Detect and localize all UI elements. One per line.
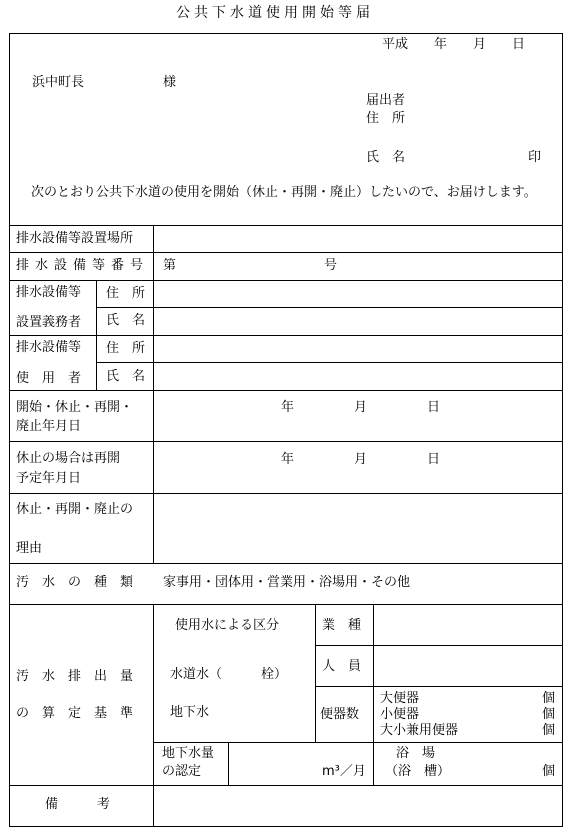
row-divider: [9, 441, 563, 442]
form-title: 公共下水道使用開始等届: [176, 5, 374, 21]
bath-label-2: （浴 槽）: [385, 764, 451, 779]
remarks-field[interactable]: [157, 789, 559, 822]
row-divider: [9, 335, 563, 336]
intro-text: 次のとおり公共下水道の使用を開始（休止・再開・廃止）したいので、お届けします。: [31, 185, 537, 200]
fixture-large-label: 大便器: [380, 691, 420, 706]
number-label: 排水設備等番号: [16, 258, 150, 273]
reason-label-2: 理由: [16, 541, 43, 556]
resume-date-label-1: 休止の場合は再開: [16, 451, 121, 466]
reason-label-1: 休止・再開・廃止の: [16, 502, 134, 517]
user-label-1: 排水設備等: [16, 340, 82, 355]
basis-label-2: の 算 定 基 準: [16, 706, 134, 721]
sewage-type-label: 汚 水 の 種 類: [16, 575, 134, 590]
row-divider: [9, 785, 563, 786]
row-divider: [315, 645, 563, 646]
start-date-label-2: 廃止年月日: [16, 419, 82, 434]
obligor-label-2: 設置義務者: [16, 315, 82, 330]
row-divider: [9, 280, 563, 281]
col-divider: [373, 604, 374, 742]
start-day: 日: [427, 400, 441, 415]
row-divider: [153, 742, 563, 743]
honorific: 様: [163, 75, 177, 90]
fixtures-label: 便器数: [320, 707, 360, 722]
bath-label-1: 浴 場: [396, 746, 436, 761]
location-field[interactable]: [157, 229, 559, 249]
tap-water-label: 水道水（ 栓）: [170, 667, 288, 682]
gw-cert-label-2: の認定: [162, 764, 202, 779]
resume-day: 日: [427, 452, 441, 467]
col-divider: [228, 742, 229, 785]
number-suffix: 号: [324, 258, 338, 273]
user-label-2: 使 用 者: [16, 371, 82, 386]
resume-month: 月: [354, 452, 368, 467]
applicant-address-label: 住 所: [366, 111, 406, 126]
resume-date-label-2: 予定年月日: [16, 471, 82, 486]
addressee: 浜中町長: [32, 75, 85, 90]
remarks-label: 備 考: [45, 797, 111, 812]
business-type-label: 業 種: [322, 618, 362, 633]
obligor-name-label: 氏 名: [106, 313, 146, 328]
fixture-small-label: 小便器: [380, 707, 420, 722]
resume-year: 年: [281, 452, 295, 467]
bath-unit: 個: [542, 764, 556, 779]
user-address-label: 住 所: [106, 341, 146, 356]
col-divider: [153, 604, 154, 827]
groundwater-label: 地下水: [170, 705, 210, 720]
col-divider: [96, 280, 97, 390]
basis-label-1: 汚 水 排 出 量: [16, 669, 134, 684]
row-divider: [9, 493, 563, 494]
fixture-large-unit: 個: [542, 691, 556, 706]
fixture-both-unit: 個: [542, 723, 556, 738]
col-divider: [315, 604, 316, 742]
sewage-type-options[interactable]: 家事用・団体用・営業用・浴場用・その他: [163, 575, 411, 590]
fixture-small-unit: 個: [542, 707, 556, 722]
row-divider: [315, 686, 563, 687]
col-divider: [153, 225, 154, 563]
row-divider: [9, 225, 563, 226]
row-divider: [96, 362, 563, 363]
location-label: 排水設備等設置場所: [16, 231, 134, 246]
persons-label: 人 員: [322, 659, 362, 674]
row-divider: [9, 252, 563, 253]
start-date-label-1: 開始・休止・再開・: [16, 400, 134, 415]
seal-mark: 印: [528, 150, 542, 165]
obligor-address-label: 住 所: [106, 286, 146, 301]
applicant-label: 届出者: [366, 93, 406, 108]
row-divider: [9, 390, 563, 391]
row-divider: [9, 604, 563, 605]
start-month: 月: [354, 400, 368, 415]
user-name-label: 氏 名: [106, 369, 146, 384]
number-prefix: 第: [163, 258, 177, 273]
col-divider: [373, 742, 374, 785]
date-field[interactable]: 平成 年 月 日: [382, 37, 526, 52]
m3-per-month-unit: m³／月: [322, 764, 366, 779]
row-divider: [96, 307, 563, 308]
gw-cert-label-1: 地下水量: [162, 746, 215, 761]
water-division-label: 使用水による区分: [175, 618, 280, 633]
obligor-label-1: 排水設備等: [16, 285, 82, 300]
applicant-name-label: 氏 名: [366, 150, 406, 165]
start-year: 年: [281, 400, 295, 415]
row-divider: [9, 563, 563, 564]
fixture-both-label: 大小兼用便器: [380, 723, 459, 738]
